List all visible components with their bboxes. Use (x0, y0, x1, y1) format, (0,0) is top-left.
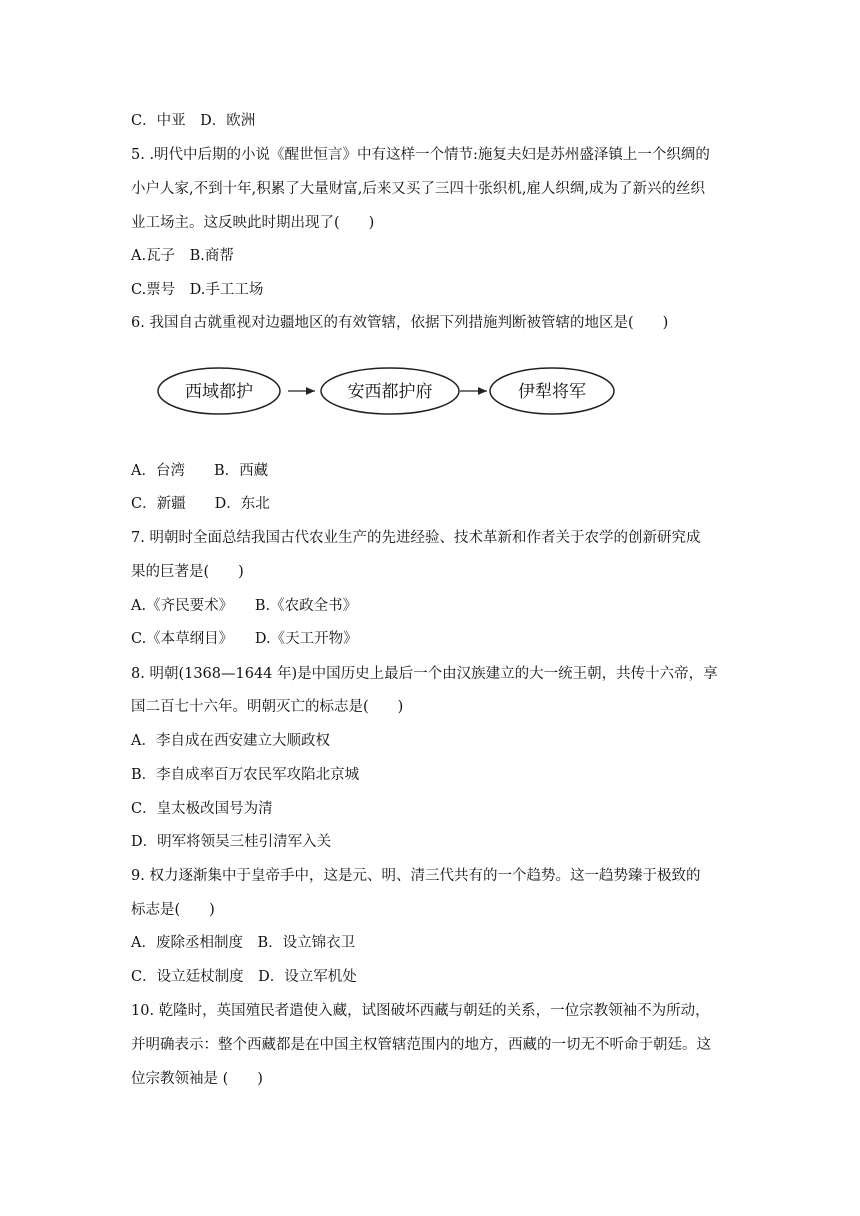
q5-stem-line-3: 业工场主。这反映此时期出现了( ) (131, 215, 375, 231)
q6-stem: 6. 我国自古就重视对边疆地区的有效管辖，依据下列措施判断被管辖的地区是( ) (131, 315, 669, 331)
q5-options-ab: A.瓦子 B.商帮 (131, 248, 234, 264)
q8-stem-line-1: 8. 明朝(1368—1644 年)是中国历史上最后一个由汉族建立的大一统王朝，共传十六帝，享 (131, 666, 718, 682)
q9-options-cd: C．设立廷杖制度 D．设立军机处 (131, 969, 357, 985)
q5-stem-line-2: 小户人家,不到十年,积累了大量财富,后来又买了三四十张织机,雇人织绸,成为了新兴的丝织 (131, 181, 706, 197)
q6-options-cd: C．新疆 D．东北 (131, 496, 270, 512)
q7-stem-line-2: 果的巨著是( ) (131, 564, 244, 580)
q9-options-ab: A．废除丞相制度 B．设立锦衣卫 (131, 935, 356, 951)
flow-node-1-label: 西域都护 (185, 382, 253, 402)
flow-node-2-label: 安西都护府 (347, 382, 433, 402)
q5-options-cd: C.票号 D.手工工场 (131, 282, 264, 298)
q8-stem-line-2: 国二百七十六年。明朝灭亡的标志是( ) (131, 699, 404, 715)
q10-stem-line-2: 并明确表示：整个西藏都是在中国主权管辖范围内的地方，西藏的一切无不听命于朝廷。这 (131, 1037, 711, 1053)
q7-stem-line-1: 7. 明朝时全面总结我国古代农业生产的先进经验、技术革新和作者关于农学的创新研究成 (131, 530, 701, 546)
q6-options-ab: A．台湾 B．西藏 (131, 463, 269, 479)
flow-node-3 (490, 368, 614, 414)
q8-option-d: D．明军将领吴三桂引清军入关 (131, 834, 332, 850)
flow-node-2 (321, 368, 459, 414)
q9-stem-line-1: 9. 权力逐渐集中于皇帝手中，这是元、明、清三代共有的一个趋势。这一趋势臻于极致的 (131, 868, 701, 884)
q10-stem-line-1: 10. 乾隆时，英国殖民者遣使入藏，试图破坏西藏与朝廷的关系，一位宗教领袖不为所动， (131, 1003, 710, 1019)
q8-option-b: B．李自成率百万农民军攻陷北京城 (131, 767, 360, 783)
q7-options-ab: A.《齐民要术》 B.《农政全书》 (131, 598, 358, 614)
q8-option-c: C．皇太极改国号为清 (131, 801, 273, 817)
q7-options-cd: C.《本草纲目》 D.《天工开物》 (131, 631, 358, 647)
q9-stem-line-2: 标志是( ) (131, 902, 215, 918)
flow-node-3-label: 伊犁将军 (518, 382, 586, 402)
q5-stem-line-1: 5. .明代中后期的小说《醒世恒言》中有这样一个情节:施复夫妇是苏州盛泽镇上一个织绸的 (131, 147, 710, 163)
q8-option-a: A．李自成在西安建立大顺政权 (131, 733, 330, 749)
q10-stem-line-3: 位宗教领袖是 ( ) (131, 1071, 263, 1087)
q4-options-cd: C．中亚 D．欧洲 (131, 113, 256, 129)
flow-diagram (157, 366, 623, 416)
flow-node-1 (158, 368, 280, 414)
